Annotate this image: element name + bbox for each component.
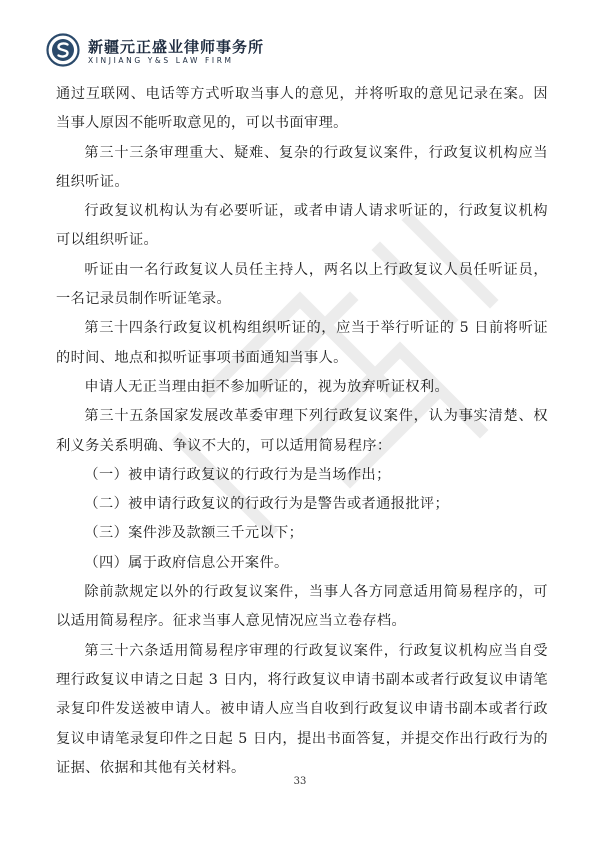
paragraph-continued: 通过互联网、电话等方式听取当事人的意见，并将听取的意见记录在案。因当事人原因不能听取意见的，可以书面审理。: [56, 86, 548, 132]
paragraph: 除前款规定以外的行政复议案件，当事人各方同意适用简易程序的，可以适用简易程序。征求当事人意见情况应当立卷存档。: [56, 584, 548, 630]
paragraph: 听证由一名行政复议人员任主持人，两名以上行政复议人员任听证员，一名记录员制作听证笔录。: [56, 261, 548, 308]
firm-name-cn: 新疆元正盛业律师事务所: [88, 38, 265, 56]
article-35: 第三十五条国家发展改革委审理下列行政复议案件，认为事实清楚、权利义务关系明确、争议不大的，可以适用简易程序：: [56, 408, 548, 454]
article-33: 第三十三条审理重大、疑难、复杂的行政复议案件，行政复议机构应当组织听证。: [56, 144, 548, 190]
list-item: （一）被申请行政复议的行政行为是当场作出；: [84, 466, 391, 483]
paragraph: 申请人无正当理由拒不参加听证的，视为放弃听证权利。: [84, 378, 450, 395]
document-body: [56, 80, 548, 783]
article-36: 第三十六条适用简易程序审理的行政复议案件，行政复议机构应当自受理行政复议申请之日起 3 日内，将行政复议申请书副本或者行政复议申请笔录复印件发送被申请人。被申请人应当自收到行政复议申请书副本或者行政复议申请笔录复印件之日起 5 日内，提出书面答复，并提交作出行政行为的证据、依据和其他有关材料。: [56, 642, 548, 776]
firm-logo-icon: [46, 33, 80, 67]
page-number: 33: [293, 776, 307, 787]
list-item: （二）被申请行政复议的行政行为是警告或者通报批评；: [84, 496, 450, 513]
letterhead: [46, 33, 266, 69]
article-34: 第三十四条行政复议机构组织听证的，应当于举行听证的 5 日前将听证的时间、地点和拟听证事项书面通知当事人。: [56, 320, 548, 366]
firm-name-en: XINJIANG Y&S LAW FIRM: [88, 56, 234, 65]
list-item: （三）案件涉及款额三千元以下；: [84, 525, 304, 542]
list-item: （四）属于政府信息公开案件。: [84, 554, 289, 571]
paragraph: 行政复议机构认为有必要听证，或者申请人请求听证的，行政复议机构可以组织听证。: [56, 203, 548, 249]
